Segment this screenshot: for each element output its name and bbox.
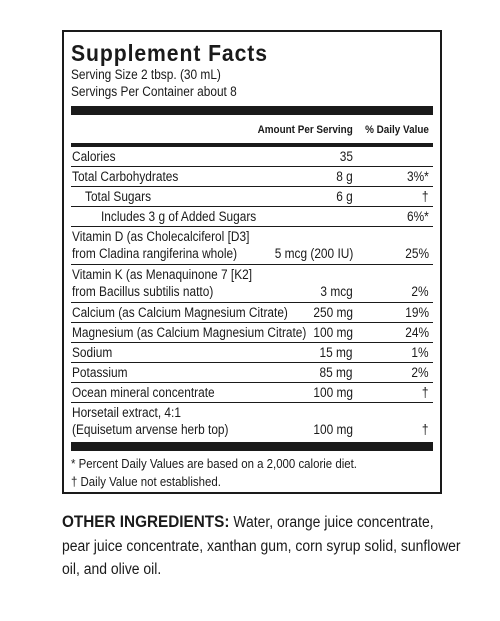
nutrient-amount: 35 bbox=[339, 149, 353, 164]
nutrient-name-line2: (Equisetum arvense herb top) bbox=[72, 422, 229, 437]
nutrient-name-line2: from Cladina rangiferina whole) bbox=[72, 246, 238, 261]
servings-per-container: Servings Per Container about 8 bbox=[71, 84, 237, 99]
footnote-daily-values: * Percent Daily Values are based on a 2,000 calorie diet. bbox=[71, 456, 357, 471]
nutrient-name bbox=[72, 228, 249, 262]
nutrient-row-carbohydrates bbox=[71, 167, 433, 187]
nutrient-name-line1: Vitamin K (as Menaquinone 7 [K2] bbox=[72, 267, 253, 282]
footnote-not-established: † Daily Value not established. bbox=[71, 474, 221, 489]
nutrient-dv: 6%* bbox=[407, 209, 429, 224]
nutrient-dv: 2% bbox=[411, 284, 429, 299]
nutrient-dv: 25% bbox=[405, 246, 429, 261]
nutrient-amount: 85 mg bbox=[319, 365, 353, 380]
nutrient-name: Magnesium (as Calcium Magnesium Citrate) bbox=[72, 325, 307, 340]
other-ingredients-line2: pear juice concentrate, xanthan gum, corn syrup solid, sunflower bbox=[62, 537, 461, 555]
nutrient-row-ocean-mineral bbox=[71, 383, 433, 403]
nutrient-name: Calcium (as Calcium Magnesium Citrate) bbox=[72, 305, 288, 320]
nutrient-name-line1: Vitamin D (as Cholecalciferol [D3] bbox=[72, 229, 250, 244]
nutrient-amount: 8 g bbox=[336, 169, 353, 184]
nutrient-dv: † bbox=[422, 189, 429, 204]
nutrient-row-horsetail bbox=[71, 403, 433, 441]
bottom-divider bbox=[71, 442, 433, 451]
nutrient-dv: 3%* bbox=[407, 169, 429, 184]
nutrient-dv: † bbox=[422, 422, 429, 437]
nutrient-name: Potassium bbox=[72, 365, 128, 380]
nutrient-name: Ocean mineral concentrate bbox=[72, 385, 215, 400]
nutrient-row-vitamin-k bbox=[71, 265, 433, 303]
nutrient-dv: 19% bbox=[405, 305, 429, 320]
other-ingredients-label: OTHER INGREDIENTS: bbox=[62, 512, 230, 531]
nutrient-row-sugars bbox=[71, 187, 433, 207]
nutrient-dv: † bbox=[422, 385, 429, 400]
nutrient-amount: 100 mg bbox=[313, 325, 353, 340]
panel-title: Supplement Facts bbox=[71, 40, 268, 66]
nutrient-name bbox=[72, 266, 252, 300]
thick-divider bbox=[71, 106, 433, 115]
nutrient-amount: 6 g bbox=[336, 189, 353, 204]
nutrient-name: Total Carbohydrates bbox=[72, 169, 179, 184]
supplement-facts-panel bbox=[62, 30, 442, 494]
nutrient-row-magnesium bbox=[71, 323, 433, 343]
other-ingredients-line1 bbox=[62, 510, 440, 535]
nutrient-row-potassium bbox=[71, 363, 433, 383]
nutrient-dv: 1% bbox=[411, 345, 429, 360]
amount-header: Amount Per Serving bbox=[257, 124, 353, 136]
nutrient-name bbox=[72, 404, 229, 438]
nutrient-name: Includes 3 g of Added Sugars bbox=[101, 209, 257, 224]
nutrient-name: Calories bbox=[72, 149, 116, 164]
nutrient-name: Sodium bbox=[72, 345, 113, 360]
nutrient-row-sodium bbox=[71, 343, 433, 363]
nutrient-dv: 24% bbox=[405, 325, 429, 340]
nutrient-amount: 5 mcg (200 IU) bbox=[274, 246, 353, 261]
daily-value-header: % Daily Value bbox=[365, 124, 429, 136]
nutrient-dv: 2% bbox=[411, 365, 429, 380]
other-ingredients-text1: Water, orange juice concentrate, bbox=[229, 514, 434, 531]
serving-size: Serving Size 2 tbsp. (30 mL) bbox=[71, 67, 221, 82]
nutrient-name-line1: Horsetail extract, 4:1 bbox=[72, 405, 181, 420]
nutrient-row-calcium bbox=[71, 303, 433, 323]
other-ingredients-line3: oil, and olive oil. bbox=[62, 561, 162, 578]
nutrient-row-vitamin-d bbox=[71, 227, 433, 265]
nutrient-amount: 15 mg bbox=[319, 345, 353, 360]
nutrient-amount: 250 mg bbox=[313, 305, 353, 320]
nutrient-amount: 100 mg bbox=[313, 385, 353, 400]
column-header bbox=[71, 115, 433, 147]
other-ingredients bbox=[62, 510, 482, 582]
nutrient-amount: 3 mcg bbox=[320, 284, 353, 299]
nutrient-name: Total Sugars bbox=[85, 189, 152, 204]
nutrient-amount: 100 mg bbox=[313, 422, 353, 437]
nutrient-row-calories bbox=[71, 147, 433, 167]
nutrient-row-added-sugars bbox=[71, 207, 433, 227]
nutrient-name-line2: from Bacillus subtilis natto) bbox=[72, 284, 214, 299]
